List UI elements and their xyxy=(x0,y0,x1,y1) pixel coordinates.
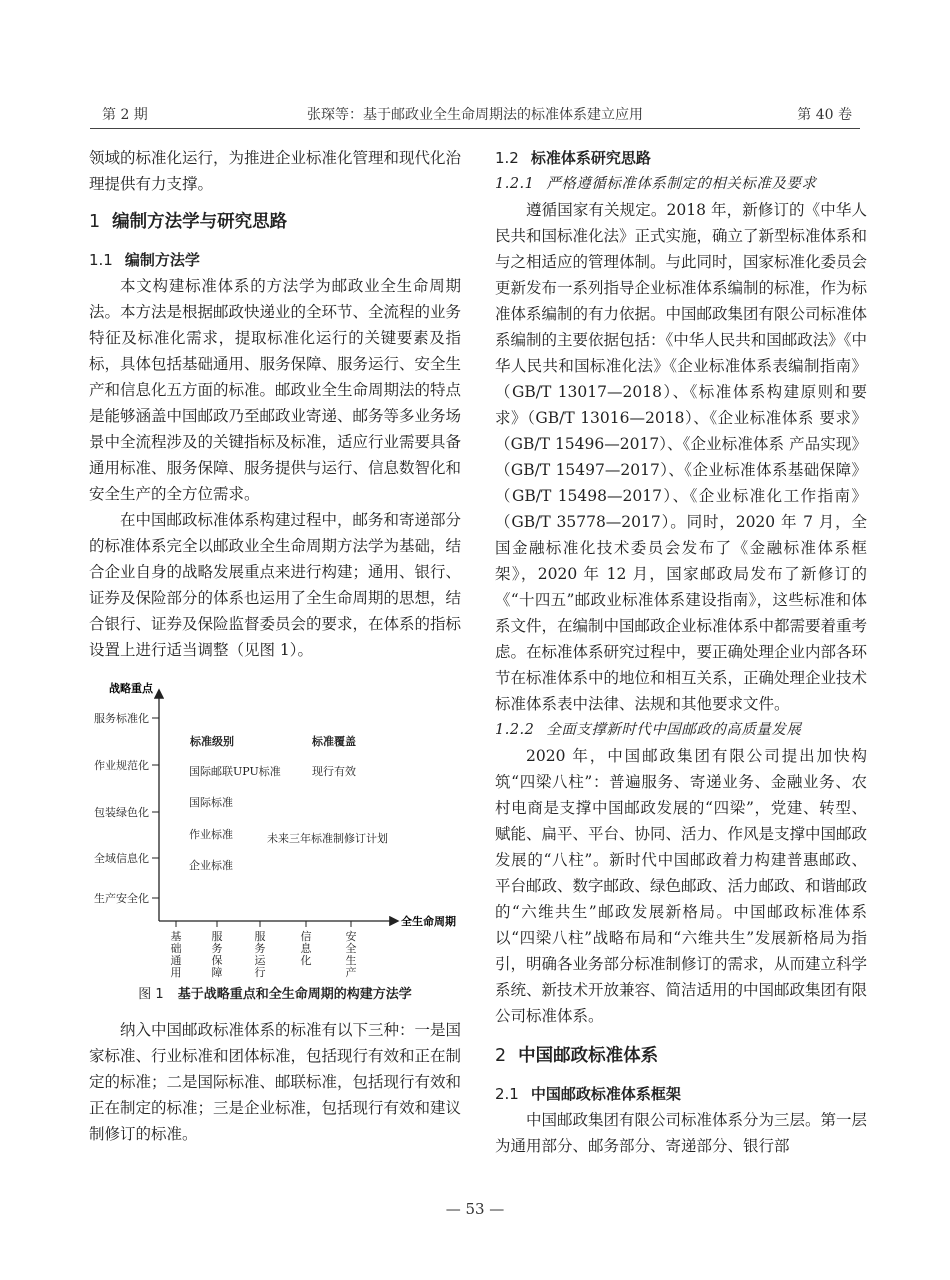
x-axis-label: 全生命周期 xyxy=(401,915,456,928)
y-axis-label: 战略重点 xyxy=(109,682,153,695)
level-item: 作业标准 xyxy=(189,828,233,841)
section-title: 严格遵循标准体系制定的相关标准及要求 xyxy=(546,176,817,192)
running-title: 张琛等：基于邮政业全生命周期法的标准体系建立应用 xyxy=(307,107,643,123)
x-tick-label: 服 xyxy=(211,930,223,943)
figure-1-diagram xyxy=(89,681,461,981)
x-tick-label: 务 xyxy=(254,942,266,955)
subsubsection-heading-1-2-2 xyxy=(495,717,867,743)
figure-caption-text: 基于战略重点和全生命周期的构建方法学 xyxy=(177,987,412,1002)
subsubsection-heading-1-2-1 xyxy=(495,171,867,197)
section-heading-1 xyxy=(89,209,461,235)
y-tick-label: 生产安全化 xyxy=(94,892,149,905)
y-tick-label: 服务标准化 xyxy=(94,712,149,725)
level-item: 国际标准 xyxy=(189,796,233,809)
x-tick-label: 安 xyxy=(345,930,357,943)
figure-caption xyxy=(89,985,461,1005)
section-title: 中国邮政标准体系框架 xyxy=(530,1085,681,1103)
x-tick-label: 运 xyxy=(254,954,266,967)
subsection-heading-1-1 xyxy=(89,247,461,273)
x-tick-label: 行 xyxy=(254,966,266,979)
paragraph: 纳入中国邮政标准体系的标准有以下三种：一是国家标准、行业标准和团体标准，包括现行有效和正在制定的标准；二是国际标准、邮联标准，包括现行有效和正在制定的标准；三是企业标准，包括现行有效和建议制修订的标准。 xyxy=(89,1021,462,1143)
x-tick-label: 障 xyxy=(211,966,223,979)
x-tick-label: 息 xyxy=(300,942,312,955)
paragraph: 遵循国家有关规定。2018 年，新修订的《中华人民共和国标准化法》正式实施，确立了新型标准体系和与之相适应的管理体制。与此同时，国家标准化委员会更新发布一系列指导企业标准体系编制的标准，作为标准体系编制的有力依据。中国邮政集团有限公司标准体系编制的主要依据包括：《中华人民共和国邮政法》《中华人民共和国标准化法》《企业标准体系表编制指南》（GB/T 13017—2018）、《标准体系构建原则和要求》（GB/T 13016—2018）、《企业标准体系 要求》（GB/T 15496—2017）、《企业标准体系 产品实现》（GB/T 15497—2017）、《企业标准体系基础保障》（GB/T 15498—2017）、《企业标准化工作指南》（GB/T 35778—2017）。同时，2020 年 7 月，全国金融标准化技术委员会发布了《金融标准体系框架》，2020 年 12 月，国家邮政局发布了新修订的《“十四五”邮政业标准体系建设指南》，这些标准和体系文件，在编制中国邮政企业标准体系中都需要着重考虑。在标准体系研究过程中，要正确处理企业内部各环节在标准体系中的地位和相互关系，正确处理企业技术标准体系表中法律、法规和其他要求文件。 xyxy=(495,201,868,713)
paragraph: 本文构建标准体系的方法学为邮政业全生命周期法。本方法是根据邮政快递业的全环节、全流程的业务特征及标准化需求，提取标准化运行的关键要素及指标，具体包括基础通用、服务保障、服务运行、安全生产和信息化五方面的标准。邮政业全生命周期法的特点是能够涵盖中国邮政乃至邮政业寄递、邮务等多业务场景中全流程涉及的关键指标及标准，适应行业需要具备通用标准、服务保障、服务提供与运行、信息数智化和安全生产的全方位需求。 xyxy=(89,277,462,503)
level-item: 国际邮联UPU标准 xyxy=(189,765,281,778)
paragraph: 2020 年，中国邮政集团有限公司提出加快构筑“四梁八柱”：普遍服务、寄递业务、金融业务、农村电商是支撑中国邮政发展的“四梁”，党建、转型、赋能、扁平、平台、协同、活力、作风是支撑中国邮政发展的“八柱”。新时代中国邮政着力构建普惠邮政、平台邮政、数字邮政、绿色邮政、活力邮政、和谐邮政的“六维共生”邮政发展新格局。中国邮政标准体系以“四梁八柱”战略布局和“六维共生”发展新格局为指引，明确各业务部分标准制修订的需求，从而建立科学系统、新技术开放兼容、简洁适用的中国邮政集团有限公司标准体系。 xyxy=(495,747,868,1025)
section-heading-2 xyxy=(495,1043,867,1069)
paragraph: 在中国邮政标准体系构建过程中，邮务和寄递部分的标准体系完全以邮政业全生命周期方法学为基础，结合企业自身的战略发展重点来进行构建；通用、银行、证券及保险部分的体系也运用了全生命周期的思想，结合银行、证券及保险监督委员会的要求，在体系的指标设置上进行适当调整（见图 1）。 xyxy=(89,511,462,659)
page-number: — 53 — xyxy=(445,1200,505,1218)
subsection-heading-2-1 xyxy=(495,1081,867,1107)
figure-number: 图 1 xyxy=(138,987,164,1002)
running-header xyxy=(90,104,860,126)
diagram-svg xyxy=(89,681,461,981)
y-tick-label: 全域信息化 xyxy=(94,852,149,865)
subsection-heading-1-2 xyxy=(495,145,867,171)
x-tick-label: 产 xyxy=(345,966,357,979)
section-number: 1.2 xyxy=(495,149,519,167)
section-title: 中国邮政标准体系 xyxy=(518,1046,659,1066)
plan-label: 未来三年标准制修订计划 xyxy=(267,832,388,845)
section-title: 编制方法学与研究思路 xyxy=(112,212,288,232)
y-tick-label: 包装绿色化 xyxy=(94,806,149,819)
x-tick-label: 信 xyxy=(300,930,312,943)
x-tick-label: 础 xyxy=(170,942,182,955)
left-column xyxy=(89,145,461,1147)
coverage-header: 标准覆盖 xyxy=(312,735,356,748)
level-header: 标准级别 xyxy=(190,735,234,748)
right-column xyxy=(495,145,867,1159)
section-number: 2 xyxy=(495,1046,507,1066)
issue-number: 第 2 期 xyxy=(102,107,148,123)
section-title: 编制方法学 xyxy=(124,251,200,269)
x-tick-label: 保 xyxy=(211,954,223,967)
y-tick-label: 作业规范化 xyxy=(94,759,149,772)
section-number: 1.2.1 xyxy=(495,176,535,192)
x-tick-label: 用 xyxy=(170,966,182,979)
section-number: 1.1 xyxy=(89,251,113,269)
paragraph: 领域的标准化运行，为推进企业标准化管理和现代化治理提供有力支撑。 xyxy=(89,149,462,193)
section-title: 全面支撑新时代中国邮政的高质量发展 xyxy=(546,722,802,738)
x-tick-label: 服 xyxy=(254,930,266,943)
paragraph: 中国邮政集团有限公司标准体系分为三层。第一层为通用部分、邮务部分、寄递部分、银行部 xyxy=(495,1111,868,1155)
section-number: 2.1 xyxy=(495,1085,519,1103)
x-tick-label: 全 xyxy=(345,942,357,955)
x-tick-label: 通 xyxy=(170,954,182,967)
header-rule xyxy=(90,128,860,129)
x-tick-label: 基 xyxy=(170,930,182,943)
current-label: 现行有效 xyxy=(312,765,356,778)
section-number: 1 xyxy=(89,212,101,232)
section-number: 1.2.2 xyxy=(495,722,535,738)
x-tick-label: 生 xyxy=(345,954,357,967)
section-title: 标准体系研究思路 xyxy=(530,149,651,167)
x-tick-label: 化 xyxy=(300,954,312,967)
x-tick-label: 务 xyxy=(211,942,223,955)
volume-number: 第 40 卷 xyxy=(797,107,852,123)
level-item: 企业标准 xyxy=(189,859,233,872)
